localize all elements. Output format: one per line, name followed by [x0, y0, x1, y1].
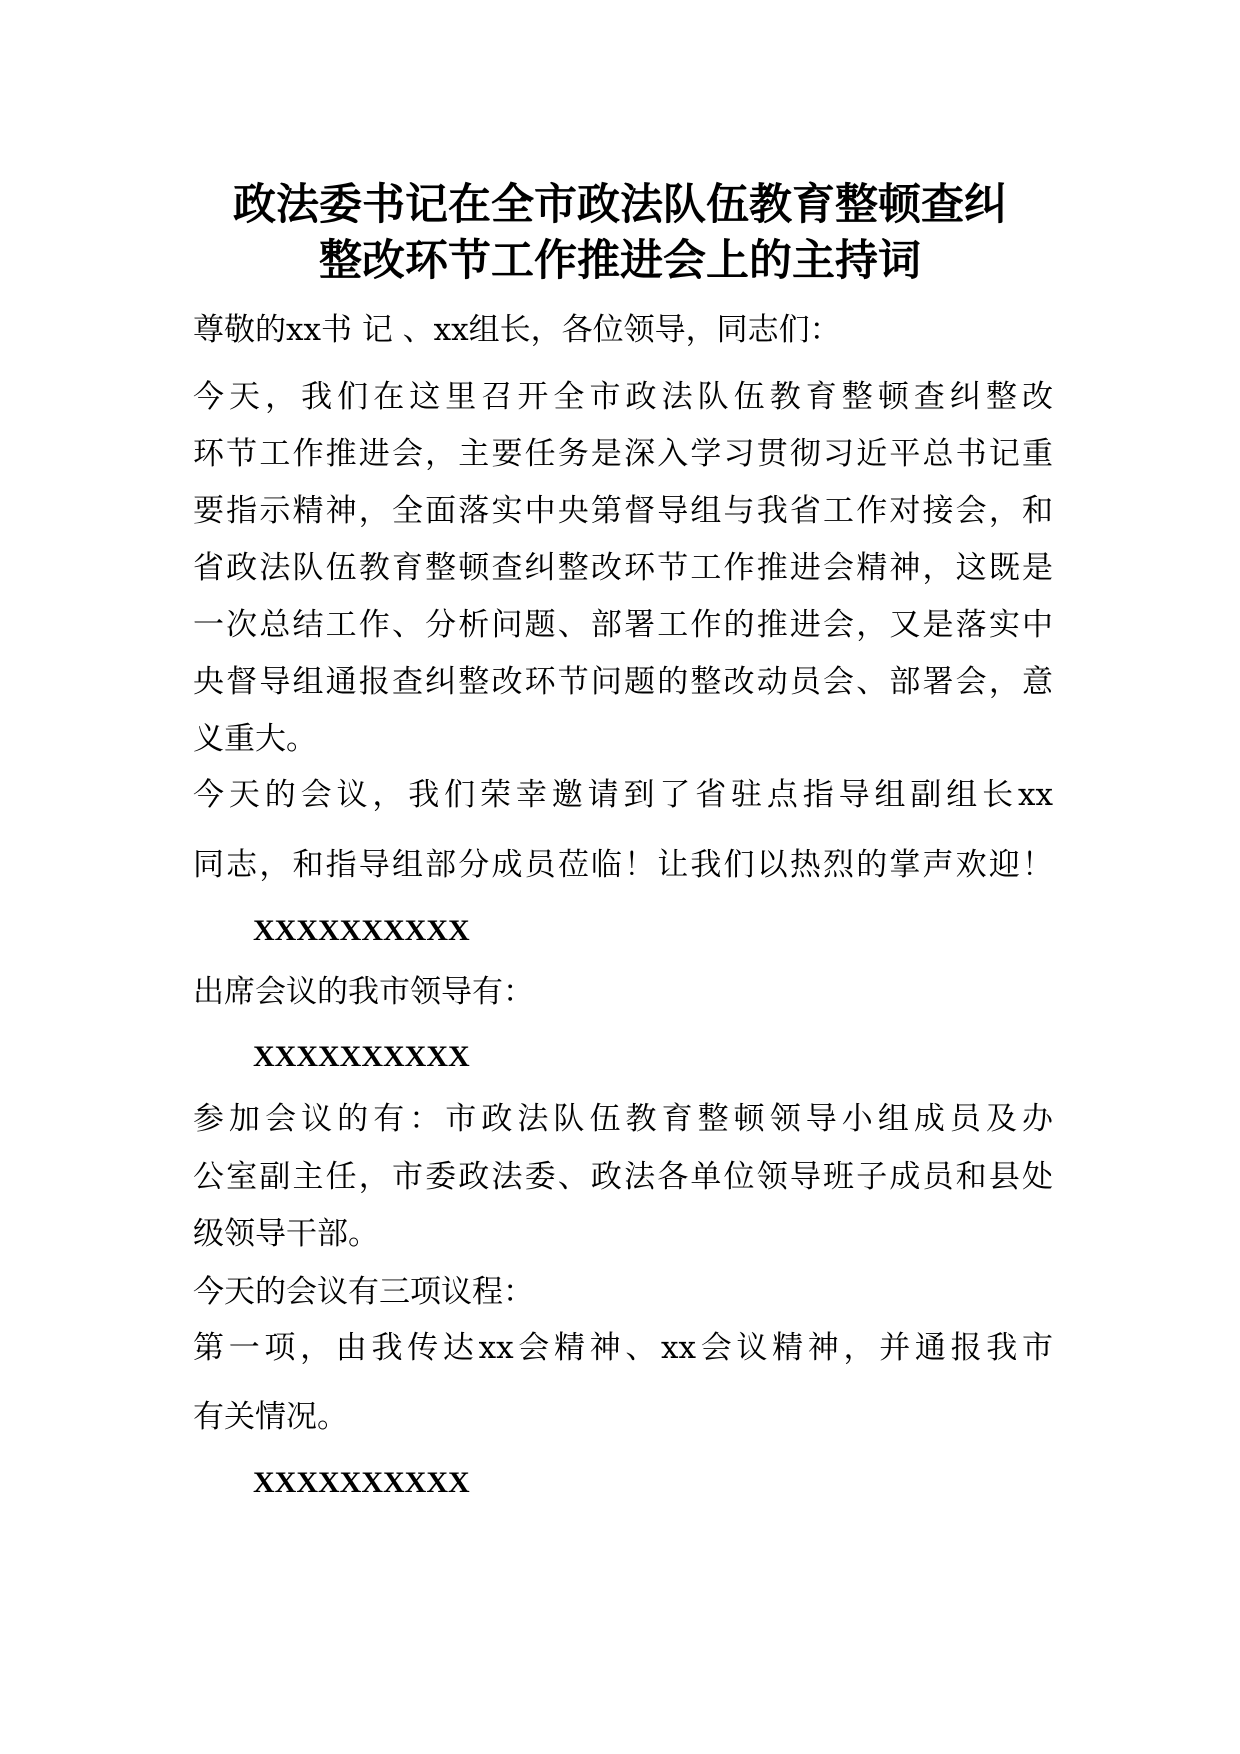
- agenda-item-line: 第一项，由我传达xx会精神、xx会议精神，并通报我市: [193, 1330, 1053, 1366]
- paragraph-line: 参加会议的有：市政法队伍教育整顿领导小组成员及办: [193, 1101, 1053, 1137]
- paragraph-line: 义重大。: [193, 721, 317, 757]
- paragraph-line: 今天的会议，我们荣幸邀请到了省驻点指导组副组长xx: [193, 777, 1053, 813]
- paragraph-line: 级领导干部。: [193, 1216, 379, 1252]
- placeholder-name-block: XXXXXXXXXX: [253, 1466, 470, 1499]
- paragraph-line: 一次总结工作、分析问题、部署工作的推进会，又是落实中: [193, 607, 1053, 643]
- leaders-label: 出席会议的我市领导有：: [193, 974, 534, 1010]
- paragraph-line: 环节工作推进会，主要任务是深入学习贯彻习近平总书记重: [193, 436, 1053, 472]
- placeholder-name-block: XXXXXXXXXX: [253, 1040, 470, 1073]
- agenda-intro: 今天的会议有三项议程：: [193, 1274, 534, 1310]
- paragraph-line: 省政法队伍教育整顿查纠整改环节工作推进会精神，这既是: [193, 550, 1053, 586]
- document-title-line-2: 整改环节工作推进会上的主持词: [319, 236, 921, 286]
- document-title-line-1: 政法委书记在全市政法队伍教育整顿查纠: [233, 180, 1007, 230]
- paragraph-line: 央督导组通报查纠整改环节问题的整改动员会、部署会，意: [193, 664, 1053, 700]
- paragraph-line: 公室副主任，市委政法委、政法各单位领导班子成员和县处: [193, 1159, 1053, 1195]
- paragraph-line: 要指示精神，全面落实中央第督导组与我省工作对接会，和: [193, 493, 1053, 529]
- placeholder-name-block: XXXXXXXXXX: [253, 914, 470, 947]
- salutation: 尊敬的xx书 记 、xx组长，各位领导，同志们：: [193, 312, 841, 348]
- agenda-item-line: 有关情况。: [193, 1399, 348, 1435]
- paragraph-line: 同志，和指导组部分成员莅临！让我们以热烈的掌声欢迎！: [193, 847, 1053, 883]
- paragraph-line: 今天，我们在这里召开全市政法队伍教育整顿查纠整改: [193, 379, 1053, 415]
